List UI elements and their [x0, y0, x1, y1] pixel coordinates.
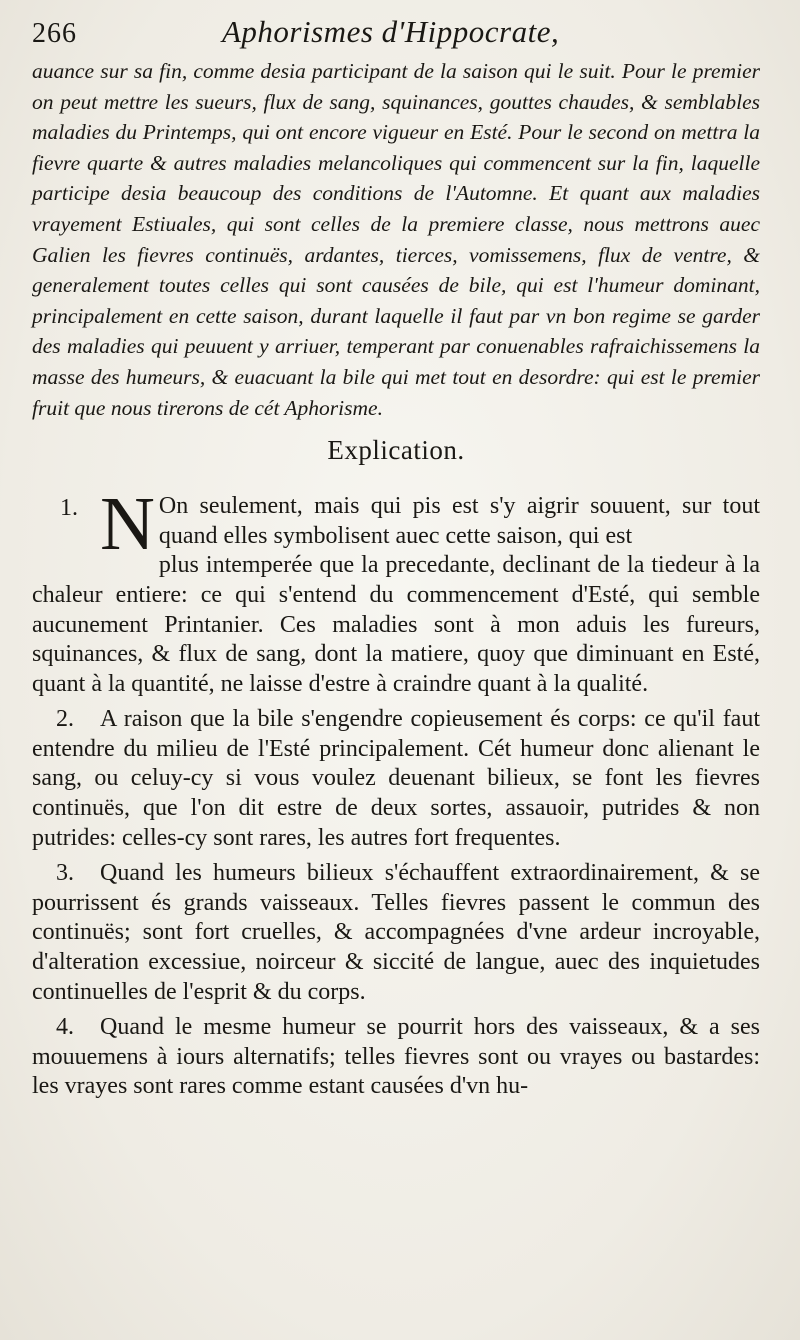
- paragraph-number: 2.: [56, 706, 74, 733]
- paragraph-text: Quand les humeurs bilieux s'échauffent extraordinairement, & se pourrissent és grands vaisseaux. Telles fievres passent le commun des continuës; sont fort cruelles, & accompagnées d'vne ardeur incroyable, d'alteration excessiue, noirceur & siccité de langue, auec des inquietudes continuelles de l'esprit & du corps.: [32, 860, 760, 1005]
- explication-paragraph-4: [32, 1013, 760, 1102]
- paragraph-text: Quand le mesme humeur se pourrit hors des vaisseaux, & a ses mouuemens à iours alternatifs; telles fievres sont ou vrayes ou bastardes: les vrayes sont rares comme estant causées d'vn hu-: [32, 1014, 760, 1100]
- explication-paragraph-2: [32, 705, 760, 853]
- drop-cap-letter: N: [100, 482, 155, 567]
- paragraph-text: plus intemperée que la precedante, declinant de la tiedeur à la chaleur entiere: ce qui s'entend du commencement d'Esté, qui semble aucunement Printanier. Ces maladies sont à mon aduis les fureurs, squinances, & flux de sang, dont la matiere, quoy que diminuant en Esté, quant à la quantité, ne laisse d'estre à craindre quant à la qualité.: [32, 552, 760, 697]
- section-title-explication: Explication.: [327, 435, 465, 466]
- paragraph-first-line: On seulement, mais qui pis est s'y aigrir souuent, sur: [158, 493, 712, 520]
- paragraph-number: 4.: [56, 1014, 74, 1041]
- paragraph-number: 3.: [56, 860, 74, 887]
- explication-paragraph-3: [32, 859, 760, 1007]
- paragraph-number: 1.: [60, 495, 78, 522]
- paragraph-text: A raison que la bile s'engendre copieusement és corps: ce qu'il faut entendre du milieu de l'Esté principalement. Cét humeur donc alienant le sang, ou celuy-cy si vous voulez deuenant bilieux, se font les fievres continuës, que l'on dit estre de deux sortes, assauoir, putrides & non putrides: celles-cy sont rares, les autres fort frequentes.: [32, 706, 760, 851]
- explication-paragraph-1: [32, 482, 761, 699]
- paragraph-second-line: tout quand elles symbolisent auec cette saison, qui est: [158, 493, 761, 549]
- running-title: Aphorismes d'Hippocrate,: [222, 14, 560, 49]
- page-number: 266: [32, 18, 77, 49]
- running-head: [32, 10, 760, 52]
- aphorism-commentary-italic: auance sur sa fin, comme desia participant de la saison qui le suit. Pour le premier on peut mettre les sueurs, flux de sang, squinances, gouttes chaudes, & semblables maladies du Printemps, qui ont encore vigueur en Esté. Pour le second on mettra la fievre quarte & autres maladies melancoliques qui commencent sur la fin, laquelle participe desia beaucoup des conditions de l'Automne. Et quant aux maladies vrayement Estiuales, qui sont celles de la premiere classe, nous mettrons auec Galien les fievres continuës, ardantes, tierces, vomissemens, flux de ventre, & generalement toutes celles qui sont causées de bile, qui est l'humeur dominant, principalement en cette saison, durant laquelle il faut par vn bon regime se garder des maladies qui peuuent y arriuer, temperant par conuenables rafraichissemens la masse des humeurs, & euacuant la bile qui met tout en desordre: qui est le premier fruit que nous tirerons de cét Aphorisme.: [32, 59, 760, 420]
